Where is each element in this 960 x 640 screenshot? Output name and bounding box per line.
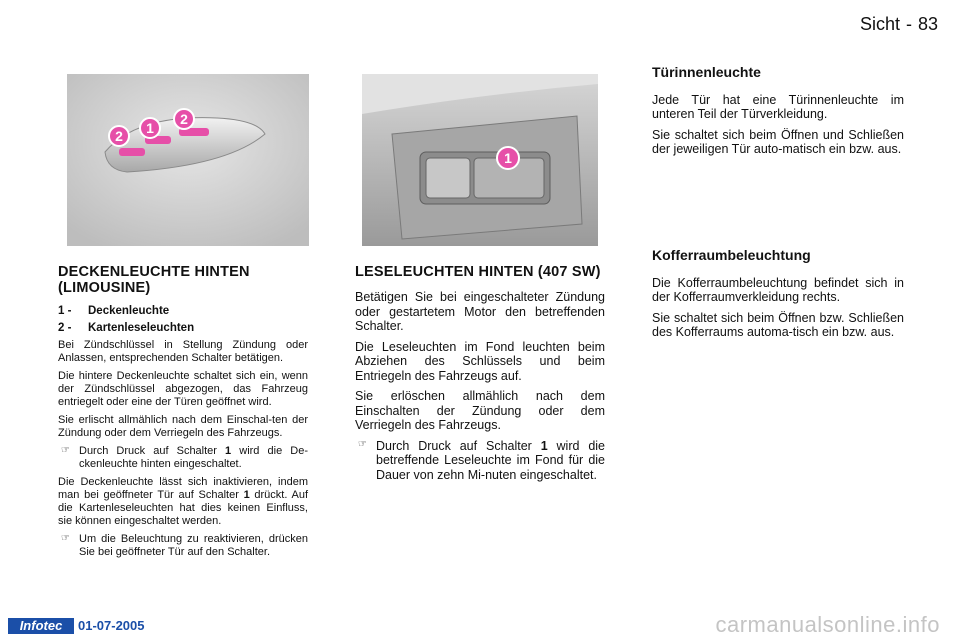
hand-pointer-icon: ☞: [61, 445, 70, 457]
svg-text:1: 1: [504, 150, 512, 166]
paragraph: Die hintere Deckenleuchte schaltet sich ein, wenn der Zündschlüssel abgezogen, das Fahrzeug entriegelt oder eine der Türen geöffnet wird.: [58, 370, 308, 409]
hand-pointer-icon: ☞: [358, 438, 367, 450]
callout-1-mid: [497, 147, 519, 169]
paragraph: Betätigen Sie bei eingeschalteter Zündung oder gestartetem Motor den betreffenden Schalter.: [355, 290, 605, 334]
paragraph: Bei Zündschlüssel in Stellung Zündung oder Anlassen, entsprechenden Schalter betätigen.: [58, 339, 308, 365]
ceiling-light-illustration: [67, 74, 309, 246]
watermark: carmanualsonline.info: [715, 612, 940, 637]
paragraph: Die Leseleuchten im Fond leuchten beim Abziehen des Schlüssels und beim Entriegeln des Fahrzeugs auf.: [355, 339, 605, 383]
callout-2-right: [174, 109, 194, 129]
legend-item-2: 2 - Kartenleseleuchten: [58, 322, 195, 335]
svg-text:2: 2: [180, 111, 188, 127]
infotec-logo: Infotec: [8, 618, 74, 634]
svg-text:2: 2: [115, 128, 123, 144]
paragraph: Jede Tür hat eine Türinnenleuchte im unteren Teil der Türverkleidung.: [652, 92, 904, 122]
bullet-item: ☞ Durch Druck auf Schalter 1 wird die betreffende Leseleuchte im Fond für die Dauer von zehn Mi-nuten eingeschaltet.: [355, 439, 605, 483]
right-column: [652, 64, 904, 340]
page-header: [860, 14, 938, 35]
reading-light-illustration: [362, 74, 598, 246]
section-heading-ceiling-light: DECKENLEUCHTE HINTEN (LIMOUSINE): [58, 264, 250, 297]
hand-pointer-icon: ☞: [61, 533, 70, 545]
section-heading-boot-light: Kofferraumbeleuchtung: [652, 246, 811, 263]
paragraph: Sie schaltet sich beim Öffnen und Schließen der jeweiligen Tür auto-matisch ein bzw. aus.: [652, 127, 904, 157]
edition-date: 01-07-2005: [78, 618, 145, 633]
bullet-item: ☞ Durch Druck auf Schalter 1 wird die De-ckenleuchte hinten eingeschaltet.: [58, 445, 308, 471]
middle-column: [355, 264, 605, 482]
callout-1: [140, 118, 160, 138]
reading-light-photo: [362, 74, 598, 246]
paragraph: Sie erlischt allmählich nach dem Einschal-ten der Zündung oder dem Verriegeln des Fahrzeugs.: [58, 414, 308, 440]
callout-2-left: [109, 126, 129, 146]
svg-text:1: 1: [146, 120, 154, 136]
section-heading-reading-lights: LESELEUCHTEN HINTEN (407 SW): [355, 264, 601, 280]
legend-item-1: 1 - Deckenleuchte: [58, 305, 170, 318]
paragraph: Die Kofferraumbeleuchtung befindet sich in der Kofferraumverkleidung rechts.: [652, 275, 904, 305]
paragraph: Die Deckenleuchte lässt sich inaktivieren, indem man bei geöffneter Tür auf Schalter 1 drückt. Auf die Kartenleseleuchten hat dies keinen Einfluss, sie können eingeschaltet werden.: [58, 476, 308, 528]
left-column: [58, 264, 308, 559]
section-title: Sicht: [859, 14, 900, 34]
ceiling-light-photo: [67, 74, 309, 246]
page-number: 83: [917, 14, 938, 34]
page-footer: [0, 612, 960, 640]
bullet-item: ☞ Um die Beleuchtung zu reaktivieren, drücken Sie bei geöffneter Tür auf den Schalter.: [58, 533, 308, 559]
header-separator: -: [905, 14, 912, 34]
paragraph: Sie schaltet sich beim Öffnen bzw. Schließen des Kofferraums automa-tisch ein bzw. aus.: [652, 310, 904, 340]
section-heading-door-light: Türinnenleuchte: [652, 64, 761, 80]
paragraph: Sie erlöschen allmählich nach dem Einschalten der Zündung oder dem Verriegeln des Fahrzeugs.: [355, 389, 605, 433]
